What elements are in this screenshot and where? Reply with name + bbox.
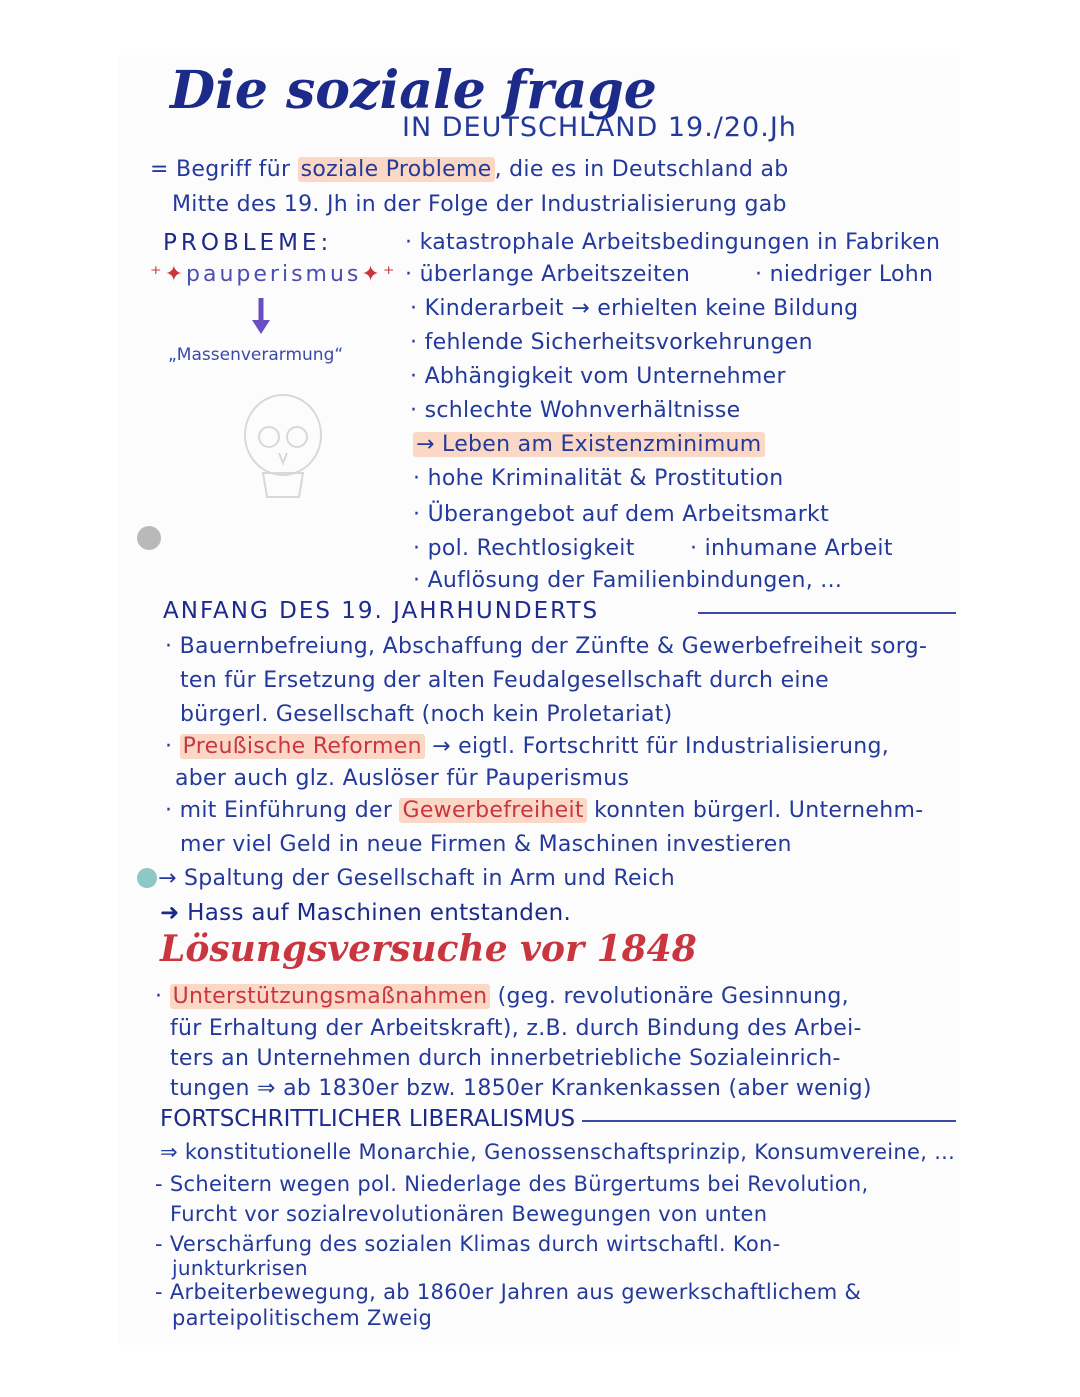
anfang-p3-text-a: · mit Einführung der	[165, 798, 400, 823]
problem-item: · pol. Rechtlosigkeit	[413, 536, 635, 561]
teal-marker-dot	[137, 868, 157, 888]
problem-item: · Auflösung der Familienbindungen, ...	[413, 568, 843, 593]
problem-item: · katastrophale Arbeitsbedingungen in Fabriken	[405, 230, 941, 255]
intro-text-a: = Begriff für	[150, 157, 298, 182]
loesung-heading: Lösungsversuche vor 1848	[160, 928, 697, 970]
problem-item: · fehlende Sicherheitsvorkehrungen	[410, 330, 813, 355]
problem-item: · Kinderarbeit → erhielten keine Bildung	[410, 296, 859, 321]
intro-line-2: Mitte des 19. Jh in der Folge der Industrialisierung gab	[172, 192, 787, 217]
punch-hole-marker	[137, 526, 161, 550]
highlight-gewerbefreiheit: Gewerbefreiheit	[399, 798, 586, 823]
liberalismus-q4-line1: - Arbeiterbewegung, ab 1860er Jahren aus gewerkschaftlichem &	[155, 1280, 862, 1304]
anfang-p3-line1	[165, 798, 923, 823]
loesung-p1-line1	[155, 984, 849, 1009]
anfang-p1-line3: bürgerl. Gesellschaft (noch kein Proletariat)	[180, 702, 673, 727]
problem-item: · schlechte Wohnverhältnisse	[410, 398, 741, 423]
anfang-p1-line1: · Bauernbefreiung, Abschaffung der Zünfte & Gewerbefreiheit sorg-	[165, 634, 928, 659]
liberalismus-q3-line1: - Verschärfung des sozialen Klimas durch wirtschaftl. Kon-	[155, 1232, 781, 1256]
anfang-p2-line2: aber auch glz. Auslöser für Pauperismus	[175, 766, 630, 791]
anfang-p4: → Spaltung der Gesellschaft in Arm und Reich	[158, 866, 675, 891]
anfang-p3-line2: mer viel Geld in neue Firmen & Maschinen investieren	[180, 832, 792, 857]
pauperismus-label	[150, 262, 397, 287]
liberalismus-q3-line2: junkturkrisen	[172, 1256, 308, 1280]
intro-line-1	[150, 157, 789, 182]
problem-item: · niedriger Lohn	[755, 262, 934, 287]
highlight-unterstuetzungsmassnahmen: Unterstützungsmaßnahmen	[170, 984, 491, 1009]
anfang-p2-line1	[165, 734, 889, 759]
bullet: ·	[165, 734, 180, 759]
problem-item: · inhumane Arbeit	[690, 536, 893, 561]
page-subtitle: IN DEUTSCHLAND 19./20.Jh	[402, 112, 797, 143]
liberalismus-q2-line1: - Scheitern wegen pol. Niederlage des Bürgertums bei Revolution,	[155, 1172, 869, 1196]
sparkle-icon: ⁺✦	[150, 262, 187, 287]
sparkle-icon: ✦⁺	[361, 262, 398, 287]
heading-underline	[582, 1120, 956, 1122]
liberalismus-q4-line2: parteipolitischem Zweig	[172, 1306, 433, 1330]
loesung-p1-line3: ters an Unternehmen durch innerbetriebliche Sozialeinrich-	[170, 1046, 841, 1071]
page-title: Die soziale frage	[170, 60, 657, 121]
arrow-down-icon	[250, 296, 272, 336]
loesung-p1-text: (geg. revolutionäre Gesinnung,	[490, 984, 849, 1009]
anfang-p2-text: → eigtl. Fortschritt für Industrialisierung,	[424, 734, 890, 759]
loesung-p1-line2: für Erhaltung der Arbeitskraft), z.B. durch Bindung des Arbei-	[170, 1016, 862, 1041]
anfang-p1-line2: ten für Ersetzung der alten Feudalgesellschaft durch eine	[180, 668, 829, 693]
problem-item: · Überangebot auf dem Arbeitsmarkt	[413, 502, 830, 527]
anfang-heading: ANFANG DES 19. JAHRHUNDERTS	[163, 598, 600, 624]
highlight-preussische-reformen: Preußische Reformen	[180, 734, 425, 759]
bullet: ·	[155, 984, 170, 1009]
massenverarmung-text: „Massenverarmung“	[168, 345, 344, 365]
skull-sketch-icon	[225, 385, 345, 515]
pauperismus-text: pauperismus	[186, 262, 362, 287]
highlight-soziale-probleme: soziale Probleme	[298, 157, 495, 182]
heading-underline	[698, 612, 956, 614]
problem-item: · überlange Arbeitszeiten	[405, 262, 691, 287]
problems-label: PROBLEME:	[163, 230, 333, 256]
problem-item: · Abhängigkeit vom Unternehmer	[410, 364, 786, 389]
anfang-p3-text-b: konnten bürgerl. Unternehm-	[586, 798, 924, 823]
liberalismus-q1: ⇒ konstitutionelle Monarchie, Genossenschaftsprinzip, Konsumvereine, ...	[160, 1140, 956, 1164]
liberalismus-heading: FORTSCHRITTLICHER LIBERALISMUS	[160, 1106, 576, 1132]
anfang-p5: ➜ Hass auf Maschinen entstanden.	[160, 900, 572, 926]
problem-item-existenzminimum	[413, 432, 765, 457]
intro-text-b: , die es in Deutschland ab	[494, 157, 789, 182]
liberalismus-q2-line2: Furcht vor sozialrevolutionären Bewegungen von unten	[170, 1202, 768, 1226]
highlight-existenzminimum: → Leben am Existenzminimum	[413, 432, 765, 457]
loesung-p1-line4: tungen ⇒ ab 1830er bzw. 1850er Krankenkassen (aber wenig)	[170, 1076, 872, 1101]
problem-item: · hohe Kriminalität & Prostitution	[413, 466, 784, 491]
